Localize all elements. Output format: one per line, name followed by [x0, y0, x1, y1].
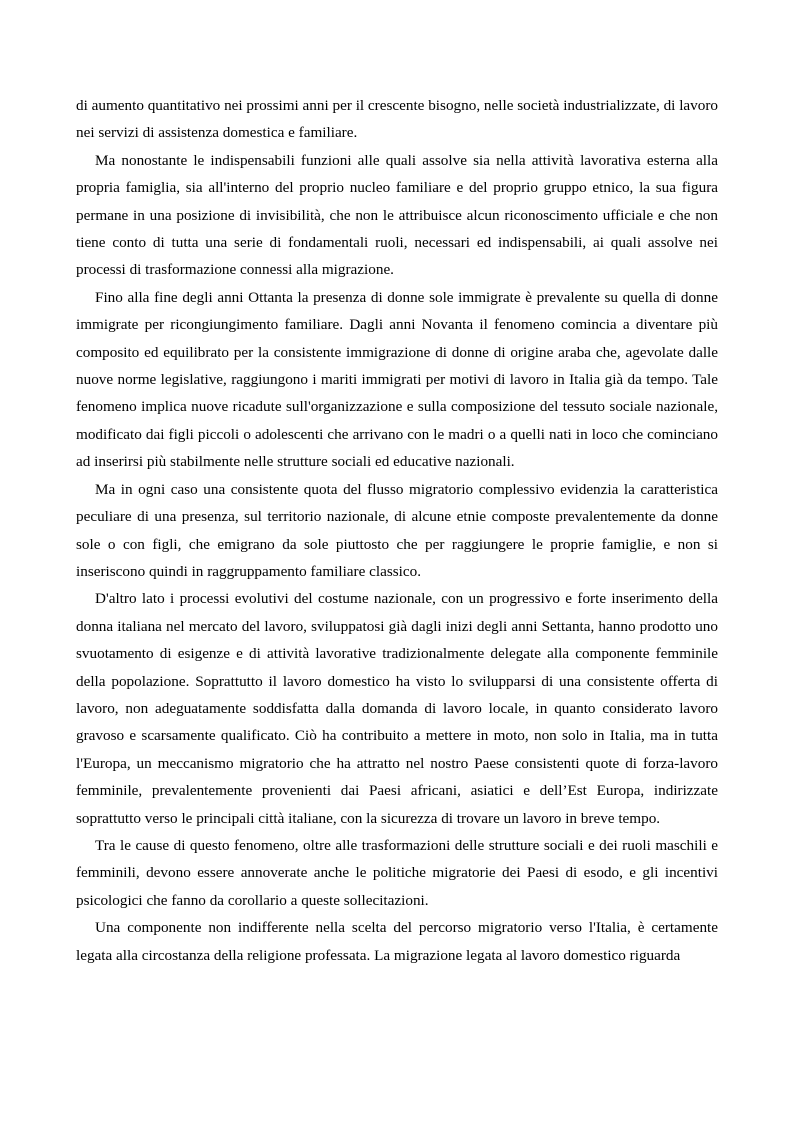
paragraph-3: Fino alla fine degli anni Ottanta la presenza di donne sole immigrate è prevalente su quella di donne immigrate per ricongiungimento familiare. Dagli anni Novanta il fenomeno comincia a diventare più composito ed equilibrato per la consistente immigrazione di donne di origine araba che, agevolate dalle nuove norme legislative, raggiungono i mariti immigrati per motivi di lavoro in Italia già da tempo. Tale fenomeno implica nuove ricadute sull'organizzazione e sulla composizione del tessuto sociale nazionale, modificato dai figli piccoli o adolescenti che arrivano con le madri o a quelli nati in loco che cominciano ad inserirsi più stabilmente nelle strutture sociali ed educative nazionali. — [76, 288, 718, 471]
paragraph-5: D'altro lato i processi evolutivi del costume nazionale, con un progressivo e forte inserimento della donna italiana nel mercato del lavoro, sviluppatosi già dagli inizi degli anni Settanta, hanno prodotto uno svuotamento di esigenze e di attività lavorative tradizionalmente delegate alla componente femminile della popolazione. Soprattutto il lavoro domestico ha visto lo svilupparsi di una consistente offerta di lavoro, non adeguatamente soddisfatta dalla domanda di lavoro locale, in quanto considerato lavoro gravoso e scarsamente qualificato. Ciò ha contribuito a mettere in moto, non solo in Italia, ma in tutta l'Europa, un meccanismo migratorio che ha attratto nel nostro Paese consistenti quote di forza-lavoro femminile, prevalentemente provenienti dai Paesi africani, asiatici e dell’Est Europa, indirizzate soprattutto verso le principali città italiane, con la sicurezza di trovare un lavoro in breve tempo. — [76, 590, 718, 827]
document-page — [76, 92, 718, 969]
paragraph-6: Tra le cause di questo fenomeno, oltre alle trasformazioni delle strutture sociali e dei ruoli maschili e femminili, devono essere annoverate anche le politiche migratorie dei Paesi di esodo, e gli incentivi psicologici che fanno da corollario a queste sollecitazioni. — [76, 836, 718, 909]
paragraph-1: di aumento quantitativo nei prossimi anni per il crescente bisogno, nelle società industrializzate, di lavoro nei servizi di assistenza domestica e familiare. — [76, 97, 718, 142]
paragraph-7: Una componente non indifferente nella scelta del percorso migratorio verso l'Italia, è certamente legata alla circostanza della religione professata. La migrazione legata al lavoro domestico riguarda — [76, 919, 718, 964]
paragraph-2: Ma nonostante le indispensabili funzioni alle quali assolve sia nella attività lavorativa esterna alla propria famiglia, sia all'interno del proprio nucleo familiare e del proprio gruppo etnico, la sua figura permane in una posizione di invisibilità, che non le attribuisce alcun riconoscimento ufficiale e che non tiene conto di tutta una serie di fondamentali ruoli, necessari ed indispensabili, ai quali assolve nei processi di trasformazione connessi alla migrazione. — [76, 151, 718, 279]
paragraph-4: Ma in ogni caso una consistente quota del flusso migratorio complessivo evidenzia la caratteristica peculiare di una presenza, sul territorio nazionale, di alcune etnie composte prevalentemente da donne sole o con figli, che emigrano da sole piuttosto che per raggiungere le proprie famiglie, e non si inseriscono quindi in raggruppamento familiare classico. — [76, 480, 718, 580]
